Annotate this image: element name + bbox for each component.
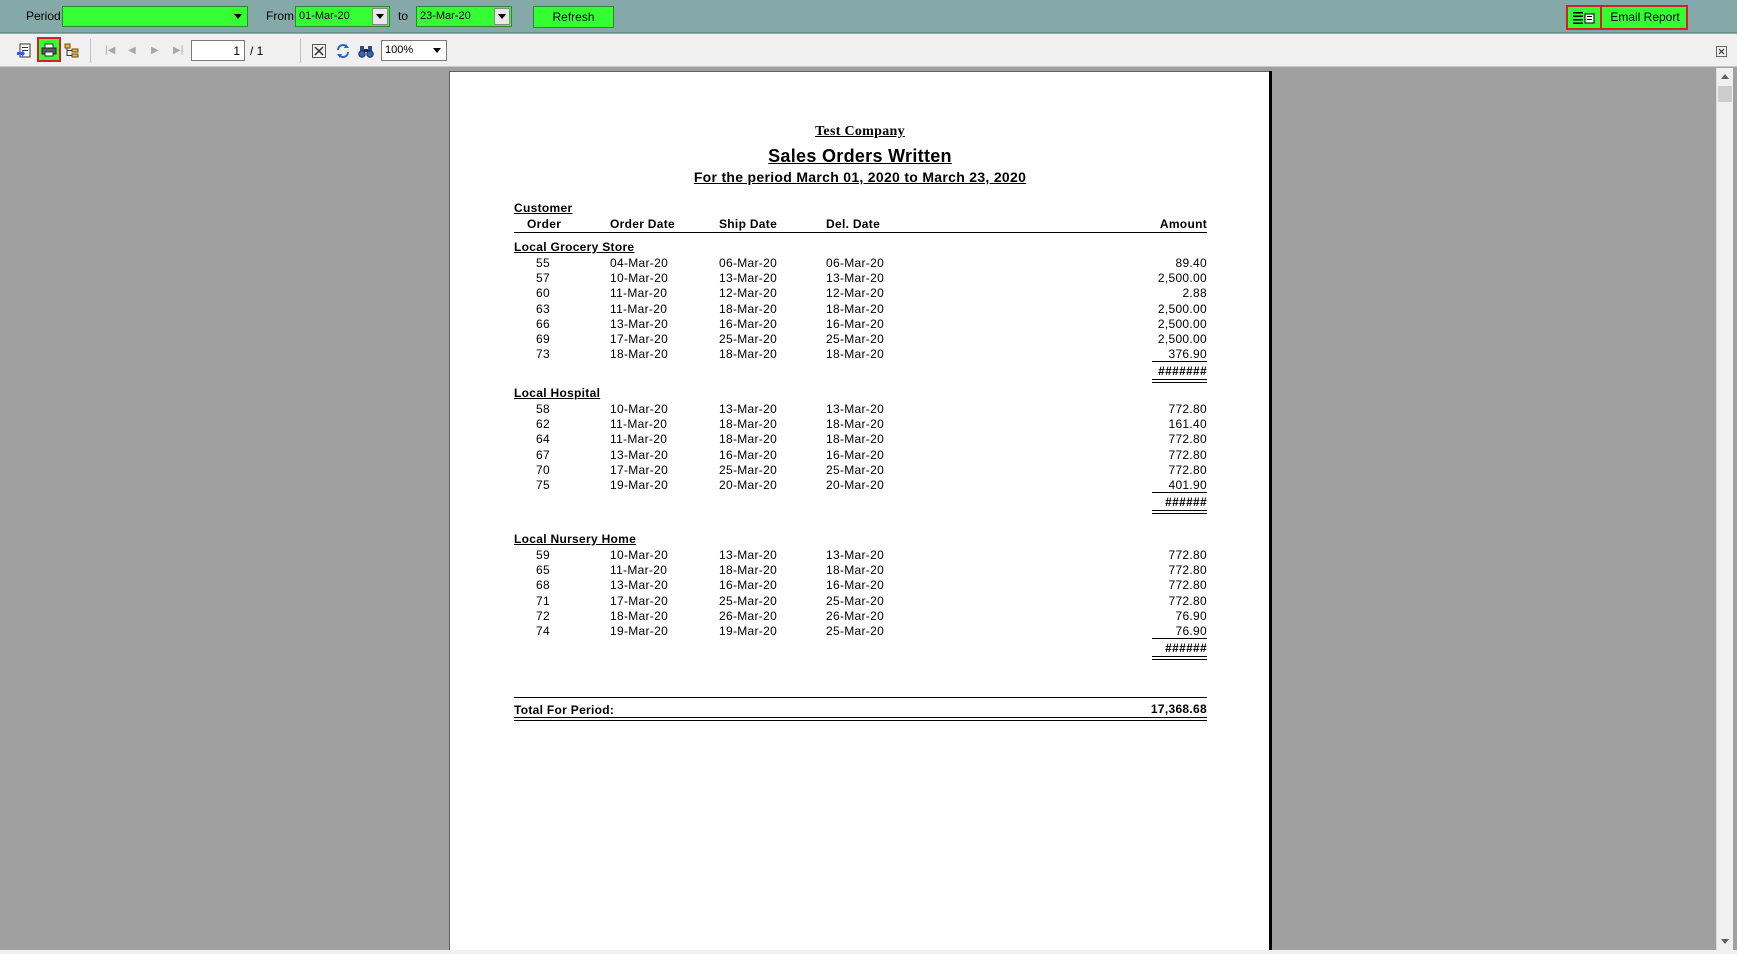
refresh-icon [335,43,351,59]
del-date-cell: 13-Mar-20 [826,402,885,416]
group-subtotal: ###### [1165,495,1207,510]
amount-cell: 2,500.00 [1157,316,1207,331]
header-rule [514,232,1207,233]
ship-date-cell: 06-Mar-20 [719,256,778,270]
subtotal-rule [1152,638,1207,639]
subtotal-rule [1152,361,1207,362]
subtotal-double-rule [1152,382,1207,383]
chevron-down-icon[interactable] [230,8,246,25]
total-label: Total For Period: [514,703,615,717]
order-cell: 58 [536,402,550,416]
order-cell: 75 [536,478,550,492]
last-page-icon[interactable]: ▶| [173,45,184,56]
del-date-header: Del. Date [826,217,881,231]
order-date-cell: 10-Mar-20 [610,548,669,562]
amount-cell: 89.40 [1175,256,1207,270]
del-date-cell: 13-Mar-20 [826,548,885,562]
customer-header: Customer [514,201,573,215]
close-icon[interactable] [1716,46,1727,57]
status-strip [0,950,1737,954]
subtotal-double-rule [1152,659,1207,660]
amount-cell: 772.80 [1168,402,1207,416]
subtotal-double-rule [1152,513,1207,514]
del-date-cell: 13-Mar-20 [826,271,885,286]
order-cell: 64 [536,432,550,447]
order-cell: 55 [536,256,550,270]
stop-button[interactable] [309,41,329,61]
company-name: Test Company [815,124,905,139]
del-date-cell: 18-Mar-20 [826,432,885,447]
ship-date-cell: 26-Mar-20 [719,608,778,623]
tree-icon [64,43,80,59]
del-date-cell: 25-Mar-20 [826,332,885,346]
vertical-scrollbar[interactable] [1716,68,1733,950]
total-bottom-rule [514,717,1207,718]
binoculars-icon [358,43,374,59]
order-cell: 63 [536,301,550,316]
ship-date-cell: 18-Mar-20 [719,563,778,578]
order-cell: 70 [536,462,550,477]
order-date-cell: 10-Mar-20 [610,402,669,416]
chevron-down-icon [433,48,441,53]
del-date-cell: 06-Mar-20 [826,256,885,270]
export-button[interactable] [14,41,34,61]
toolbar-separator [300,39,301,63]
zoom-select[interactable] [381,40,447,61]
order-cell: 66 [536,316,550,331]
order-date-cell: 19-Mar-20 [610,624,669,638]
zoom-value: 100% [385,44,414,56]
ship-date-cell: 16-Mar-20 [719,578,778,593]
amount-cell: 161.40 [1168,417,1207,432]
ship-date-cell: 25-Mar-20 [719,593,778,608]
order-date-cell: 19-Mar-20 [610,478,669,492]
order-cell: 74 [536,624,550,638]
filter-bar [0,0,1737,33]
del-date-cell: 25-Mar-20 [826,462,885,477]
search-button[interactable] [356,41,376,61]
from-date-picker[interactable] [295,6,390,27]
viewer-toolbar [0,34,1737,67]
refresh-button[interactable]: Refresh [533,6,614,28]
del-date-cell: 18-Mar-20 [826,347,885,362]
group-subtotal: ###### [1165,641,1207,656]
ship-date-cell: 25-Mar-20 [719,462,778,477]
ship-date-cell: 12-Mar-20 [719,286,778,301]
amount-cell: 76.90 [1175,624,1207,638]
toolbar-separator [90,39,91,63]
first-page-icon[interactable]: |◀ [105,45,116,56]
ship-date-cell: 19-Mar-20 [719,624,778,638]
period-label: Period [26,9,61,23]
order-cell: 59 [536,548,550,562]
amount-cell: 772.80 [1168,563,1207,578]
ship-date-cell: 25-Mar-20 [719,332,778,346]
amount-cell: 772.80 [1168,578,1207,593]
order-cell: 68 [536,578,550,593]
scroll-down-icon[interactable] [1721,939,1729,944]
next-page-icon[interactable]: ▶ [151,45,159,56]
page-number-input[interactable]: 1 [191,40,245,61]
del-date-cell: 16-Mar-20 [826,316,885,331]
amount-cell: 76.90 [1175,608,1207,623]
ship-date-cell: 18-Mar-20 [719,417,778,432]
stop-icon [311,43,327,59]
ship-date-cell: 13-Mar-20 [719,402,778,416]
amount-cell: 772.80 [1168,447,1207,462]
order-date-cell: 17-Mar-20 [610,462,669,477]
del-date-cell: 18-Mar-20 [826,417,885,432]
ship-date-header: Ship Date [719,217,778,231]
print-button[interactable] [37,37,61,62]
ship-date-cell: 16-Mar-20 [719,316,778,331]
total-value: 17,368.68 [1150,702,1207,716]
order-date-cell: 10-Mar-20 [610,271,669,286]
order-cell: 65 [536,563,550,578]
scroll-up-icon[interactable] [1721,74,1729,79]
calendar-dropdown-icon[interactable] [494,8,510,25]
del-date-cell: 18-Mar-20 [826,301,885,316]
from-label: From [266,9,294,23]
amount-cell: 2,500.00 [1157,332,1207,346]
amount-cell: 772.80 [1168,548,1207,562]
subtotal-double-rule [1152,656,1207,657]
amount-cell: 772.80 [1168,593,1207,608]
total-bottom-rule [514,720,1207,721]
subtotal-double-rule [1152,510,1207,511]
scroll-thumb[interactable] [1718,86,1732,102]
report-subtitle: For the period March 01, 2020 to March 23, 2020 [693,169,1027,185]
order-date-cell: 18-Mar-20 [610,608,669,623]
to-label: to [398,9,409,23]
to-date-picker[interactable] [416,6,512,27]
del-date-cell: 26-Mar-20 [826,608,885,623]
subtotal-double-rule [1152,379,1207,380]
order-date-cell: 13-Mar-20 [610,578,669,593]
order-date-cell: 11-Mar-20 [610,301,668,316]
report-page [449,71,1269,950]
report-viewer[interactable] [4,68,1716,950]
order-date-cell: 17-Mar-20 [610,593,669,608]
order-date-cell: 13-Mar-20 [610,316,669,331]
order-date-cell: 17-Mar-20 [610,332,669,346]
order-header: Order [527,217,562,231]
del-date-cell: 12-Mar-20 [826,286,885,301]
order-cell: 62 [536,417,550,432]
amount-cell: 376.90 [1168,347,1207,362]
ship-date-cell: 13-Mar-20 [719,548,778,562]
email-report-group [1566,5,1688,30]
order-date-cell: 11-Mar-20 [610,286,668,301]
prev-page-icon[interactable]: ◀ [128,45,136,56]
del-date-cell: 25-Mar-20 [826,593,885,608]
order-cell: 67 [536,447,550,462]
to-date-value: 23-Mar-20 [420,10,471,22]
subtotal-rule [1152,492,1207,493]
amount-cell: 772.80 [1168,462,1207,477]
order-date-cell: 04-Mar-20 [610,256,669,270]
del-date-cell: 16-Mar-20 [826,447,885,462]
order-date-cell: 11-Mar-20 [610,563,668,578]
amount-cell: 772.80 [1168,432,1207,447]
amount-header: Amount [1159,217,1207,231]
group-tree-button[interactable] [62,41,82,61]
amount-cell: 2,500.00 [1157,301,1207,316]
ship-date-cell: 18-Mar-20 [719,432,778,447]
ship-date-cell: 16-Mar-20 [719,447,778,462]
from-date-value: 01-Mar-20 [299,10,350,22]
order-cell: 60 [536,286,550,301]
amount-cell: 2.88 [1182,286,1207,301]
email-report-button[interactable]: Email Report [1610,10,1680,24]
del-date-cell: 25-Mar-20 [826,624,885,638]
list-settings-icon [1572,11,1596,25]
page-total: / 1 [250,44,264,58]
customer-group-name: Local Grocery Store [514,240,635,254]
amount-cell: 401.90 [1168,478,1207,492]
amount-cell: 2,500.00 [1157,271,1207,286]
order-date-cell: 18-Mar-20 [610,347,669,362]
order-cell: 73 [536,347,550,362]
customer-group-name: Local Hospital [514,386,601,400]
report-title: Sales Orders Written [768,146,952,166]
order-cell: 71 [536,593,550,608]
ship-date-cell: 18-Mar-20 [719,301,778,316]
order-cell: 72 [536,608,550,623]
report-list-button[interactable] [1568,7,1602,28]
order-cell: 57 [536,271,550,286]
export-icon [16,43,32,59]
order-date-cell: 11-Mar-20 [610,417,668,432]
order-date-cell: 13-Mar-20 [610,447,669,462]
calendar-dropdown-icon[interactable] [372,8,388,25]
total-top-rule [514,697,1207,698]
del-date-cell: 16-Mar-20 [826,578,885,593]
del-date-cell: 18-Mar-20 [826,563,885,578]
ship-date-cell: 20-Mar-20 [719,478,778,492]
period-select[interactable] [62,6,248,27]
ship-date-cell: 18-Mar-20 [719,347,778,362]
printer-icon [41,43,57,57]
order-cell: 69 [536,332,550,346]
group-subtotal: ####### [1158,364,1207,379]
order-date-header: Order Date [610,217,676,231]
del-date-cell: 20-Mar-20 [826,478,885,492]
customer-group-name: Local Nursery Home [514,532,637,546]
refresh-report-button[interactable] [333,41,353,61]
order-date-cell: 11-Mar-20 [610,432,668,447]
ship-date-cell: 13-Mar-20 [719,271,778,286]
